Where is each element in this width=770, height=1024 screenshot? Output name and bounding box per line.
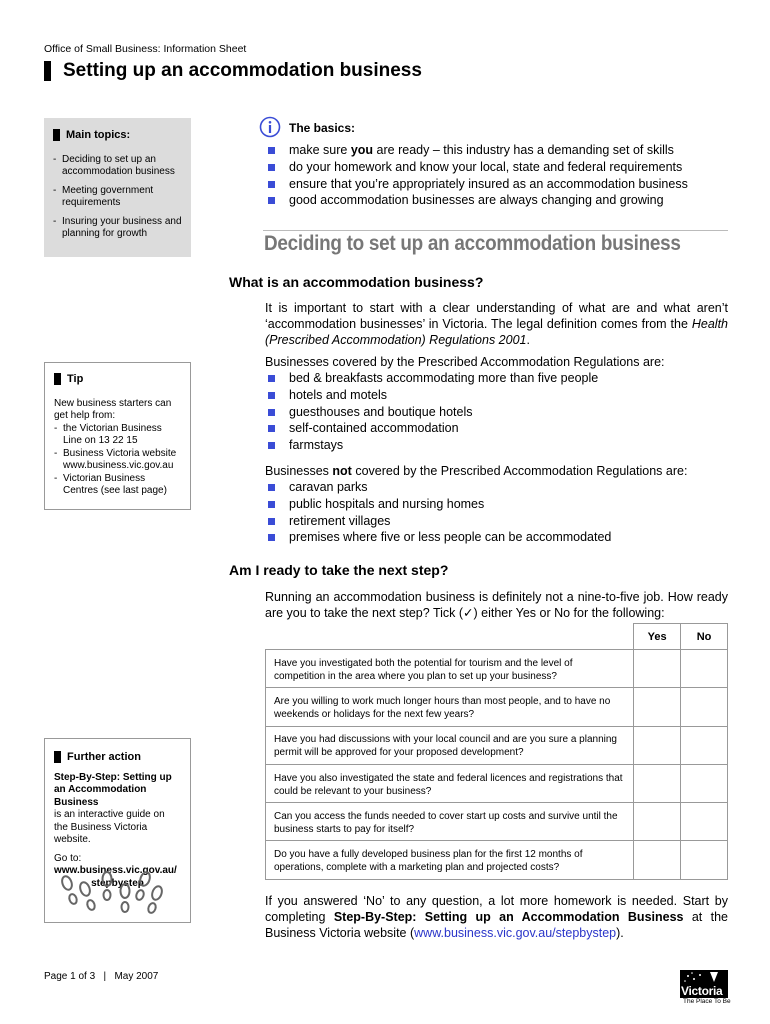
readiness-checklist [265,623,728,880]
yes-checkbox[interactable] [634,764,681,802]
what-is-heading: What is an accommodation business? [229,274,484,290]
further-action-heading [54,751,181,764]
tip-item: - Victorian Business Centres (see last page) [54,473,181,498]
topic-item: - Meeting government requirements [53,185,182,210]
yes-checkbox[interactable] [634,726,681,764]
tip-intro: New business starters can get help from: [54,397,172,421]
basics-title: The basics: [289,121,356,135]
main-topics-heading [53,129,182,142]
guide-url-line2[interactable]: stepbystep [91,877,144,889]
header-label: Office of Small Business: Information Sheet [44,43,247,55]
further-action-heading-text: Further action [67,751,141,763]
yes-checkbox[interactable] [634,803,681,841]
info-icon [259,116,281,138]
logo-tagline: The Place To Be [683,998,731,1005]
no-checkbox[interactable] [681,764,728,802]
tip-heading-text: Tip [67,373,84,385]
guide-url-line1[interactable]: www.business.vic.gov.au/ [54,865,177,876]
no-checkbox[interactable] [681,726,728,764]
yes-checkbox[interactable] [634,688,681,726]
tip-item: - Business Victoria website www.business.vic.gov.au [54,448,181,473]
covered-item: bed & breakfasts accommodating more than five people [266,370,598,387]
ready-heading: Am I ready to take the next step? [229,562,449,578]
guide-title: Step-By-Step: Setting up an Accommodation Business [54,771,172,808]
covered-intro: Businesses covered by the Prescribed Accommodation Regulations are: [265,355,665,369]
tip-box [44,362,191,510]
page-footer [44,971,158,982]
yes-checkbox[interactable] [634,841,681,879]
table-row [266,803,728,841]
title-bar [44,61,51,81]
main-topics-heading-text: Main topics: [66,129,131,141]
covered-item: guesthouses and boutique hotels [266,404,598,421]
not-covered-item: retirement villages [266,513,611,530]
intro-paragraph: It is important to start with a clear understanding of what are and what aren’t ‘accommodation businesses’ in Victoria. The legal definition comes from the Health (Prescribed Accommodation) Regulations 2001. [265,301,728,347]
no-checkbox[interactable] [681,841,728,879]
heading-bar [54,751,61,763]
question-cell: Can you access the funds needed to cover start up costs and survive until the business starts to pay for itself? [266,803,634,841]
tip-heading [54,373,181,386]
basics-item: good accommodation businesses are always changing and growing [266,192,688,209]
not-covered-item: premises where five or less people can be accommodated [266,529,611,546]
covered-item: self-contained accommodation [266,420,598,437]
logo-text: Victoria [681,984,723,998]
page-title [44,60,422,82]
topic-item: - Deciding to set up an accommodation business [53,154,182,179]
table-row [266,726,728,764]
no-column-header: No [681,624,728,650]
footer-separator: | [103,971,107,982]
yes-checkbox[interactable] [634,650,681,688]
no-checkbox[interactable] [681,650,728,688]
topic-item: - Insuring your business and planning for growth [53,216,182,241]
covered-item: hotels and motels [266,387,598,404]
question-cell: Do you have a fully developed business plan for the first 12 months of operations, complete with a marketing plan and projected costs? [266,841,634,879]
no-checkbox[interactable] [681,688,728,726]
covered-list [266,370,598,454]
table-row [266,650,728,688]
basics-item: do your homework and know your local, state and federal requirements [266,159,688,176]
page-number: Page 1 of 3 [44,971,96,982]
header-blank-cell [266,624,634,650]
not-covered-list [266,479,611,546]
stepbystep-link[interactable]: www.business.vic.gov.au/stepbystep [414,926,617,940]
main-topics-list [53,154,182,241]
tip-item: - the Victorian Business Line on 13 22 15 [54,423,181,448]
question-cell: Are you willing to work much longer hours than most people, and to have no weekends or holidays for the next few years? [266,688,634,726]
question-cell: Have you also investigated the state and federal licences and registrations that could be relevant to your business? [266,764,634,802]
section-heading: Deciding to set up an accommodation business [264,232,681,255]
table-header-row [266,624,728,650]
goto-label: Go to: [54,852,82,864]
not-covered-item: caravan parks [266,479,611,496]
no-checkbox[interactable] [681,803,728,841]
heading-bar [53,129,60,141]
not-covered-item: public hospitals and nursing homes [266,496,611,513]
final-paragraph: If you answered ‘No’ to any question, a lot more homework is needed. Start by completing Step-By-Step: Setting up an Accommodation Business at the Business Victoria website (www.business.vic.gov.au/stepbystep). [265,894,728,940]
section-divider [263,230,728,231]
guide-description: is an interactive guide on the Business Victoria website. [54,809,165,845]
ready-paragraph: Running an accommodation business is definitely not a nine-to-five job. How ready are you to take the next step? Tick (✓) either Yes or No for the following: [265,590,728,620]
basics-list [266,142,688,209]
heading-bar [54,373,61,385]
page-title-text: Setting up an accommodation business [63,60,422,81]
question-cell: Have you had discussions with your local council and are you sure a planning permit will be approved for your proposed development? [266,726,634,764]
question-cell: Have you investigated both the potential for tourism and the level of competition in the area where you plan to set up your business? [266,650,634,688]
main-topics-box [44,118,191,257]
basics-item: ensure that you’re appropriately insured as an accommodation business [266,176,688,193]
footsteps-icon [59,869,169,915]
tip-list [54,423,181,498]
yes-column-header: Yes [634,624,681,650]
covered-item: farmstays [266,437,598,454]
basics-item: make sure you are ready – this industry has a demanding set of skills [266,142,688,159]
table-row [266,841,728,879]
table-row [266,764,728,802]
further-action-box [44,738,191,923]
table-row [266,688,728,726]
footer-date: May 2007 [114,971,159,982]
not-covered-intro: Businesses not covered by the Prescribed Accommodation Regulations are: [265,464,688,478]
